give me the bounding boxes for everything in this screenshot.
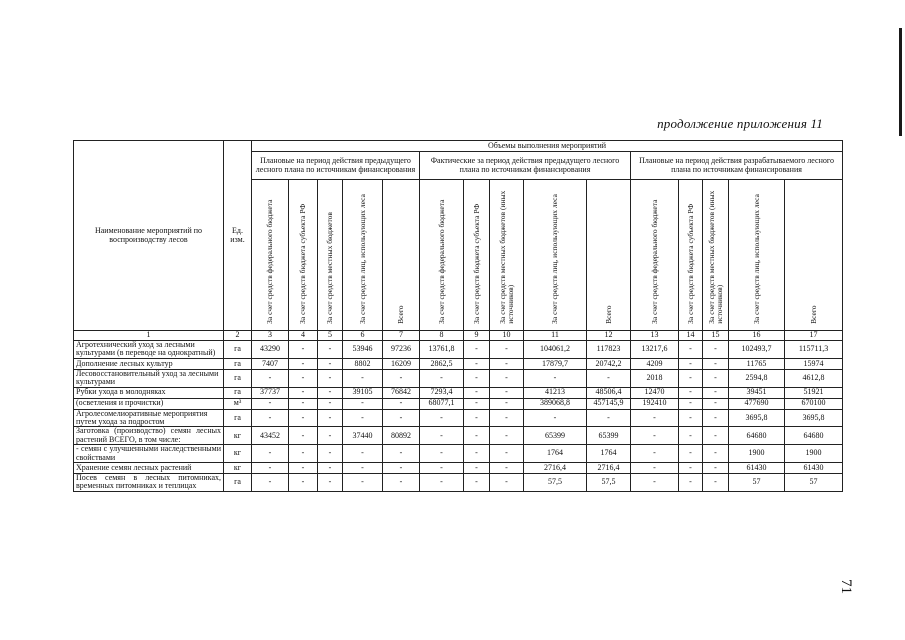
row-value: 39105 (343, 387, 383, 398)
subheader-plan-new-4 (729, 180, 785, 331)
row-value: 13217,6 (631, 341, 679, 359)
subheader-label: За счет средств местных бюджетов (325, 212, 335, 324)
row-value: - (464, 369, 490, 387)
row-value: 457145,9 (587, 398, 631, 409)
row-value: - (383, 445, 420, 463)
row-value: 7407 (252, 358, 289, 369)
subheader-label: За счет средств лиц, использующих леса (550, 194, 560, 324)
row-value: - (289, 369, 318, 387)
row-value: 68077,1 (420, 398, 464, 409)
row-unit: га (224, 358, 252, 369)
row-value: - (383, 473, 420, 491)
row-value: 57 (785, 473, 843, 491)
appendix-title: продолжение приложения 11 (657, 116, 823, 131)
row-name: Посев семян в лесных питомниках, временных питомниках и теплицах (74, 473, 224, 491)
column-number: 5 (318, 331, 343, 341)
row-unit: кг (224, 427, 252, 445)
row-name: - семян с улучшенными наследственными свойствами (74, 445, 224, 463)
row-value: - (289, 358, 318, 369)
row-value: 57,5 (587, 473, 631, 491)
row-value: - (703, 473, 729, 491)
row-value: 57 (729, 473, 785, 491)
header-volumes: Объемы выполнения мероприятий (252, 141, 843, 152)
row-value: 97236 (383, 341, 420, 359)
row-name: Агротехнический уход за лесными культурами (в переводе на однократный) (74, 341, 224, 359)
row-value: 3695,8 (729, 409, 785, 427)
row-value: - (631, 427, 679, 445)
row-value: - (252, 462, 289, 473)
row-value: - (703, 369, 729, 387)
row-value: 64680 (729, 427, 785, 445)
row-value: 57,5 (524, 473, 587, 491)
row-value: - (464, 341, 490, 359)
row-value: 41213 (524, 387, 587, 398)
row-value: 4209 (631, 358, 679, 369)
column-number: 1 (74, 331, 224, 341)
row-value: 104061,2 (524, 341, 587, 359)
row-value: 1764 (524, 445, 587, 463)
row-value: - (524, 409, 587, 427)
row-value: 12470 (631, 387, 679, 398)
subheader-label: За счет средств федерального бюджета (649, 199, 659, 324)
row-value: - (524, 369, 587, 387)
row-value: 80892 (383, 427, 420, 445)
row-value: 43290 (252, 341, 289, 359)
row-value: 2594,8 (729, 369, 785, 387)
subheader-label: За счет средств федерального бюджета (436, 199, 446, 324)
row-value: 65399 (524, 427, 587, 445)
row-value: - (631, 462, 679, 473)
subheader-plan-previous-4 (343, 180, 383, 331)
row-value: - (289, 341, 318, 359)
column-number: 6 (343, 331, 383, 341)
subheader-plan-previous-3 (318, 180, 343, 331)
row-value: 11765 (729, 358, 785, 369)
row-value: 61430 (785, 462, 843, 473)
row-value: - (289, 427, 318, 445)
row-value: - (420, 369, 464, 387)
subheader-label: За счет средств местных бюджетов (иных источников) (706, 190, 724, 324)
row-value: 2716,4 (524, 462, 587, 473)
subheader-actual-previous-4 (524, 180, 587, 331)
subheader-plan-previous-5 (383, 180, 420, 331)
row-value: - (464, 409, 490, 427)
column-number: 7 (383, 331, 420, 341)
row-value: 20742,2 (587, 358, 631, 369)
row-value: - (289, 445, 318, 463)
table-row (74, 409, 843, 427)
table-row (74, 358, 843, 369)
row-name: Агролесомелиоративные мероприятия путем ухода за подростом (74, 409, 224, 427)
row-value: - (464, 398, 490, 409)
row-value: - (318, 409, 343, 427)
column-number: 17 (785, 331, 843, 341)
row-value: - (464, 387, 490, 398)
row-value: - (703, 462, 729, 473)
subheader-actual-previous-2 (464, 180, 490, 331)
header-group-plan-new: Плановые на период действия разрабатываемого лесного плана по источникам финансирования (631, 152, 843, 180)
row-value: 13761,8 (420, 341, 464, 359)
row-unit: га (224, 473, 252, 491)
subheader-label: За счет средств местных бюджетов (иных источников) (497, 190, 515, 324)
row-value: 192410 (631, 398, 679, 409)
column-number: 13 (631, 331, 679, 341)
subheader-label: За счет средств бюджета субъекта РФ (298, 203, 308, 324)
row-value: - (420, 427, 464, 445)
subheader-actual-previous-1 (420, 180, 464, 331)
row-value: - (420, 409, 464, 427)
row-value: 8802 (343, 358, 383, 369)
row-name: (осветления и прочистки) (74, 398, 224, 409)
row-value: - (252, 409, 289, 427)
row-value: - (420, 462, 464, 473)
row-value: - (631, 445, 679, 463)
row-value: 389068,8 (524, 398, 587, 409)
row-value: - (289, 387, 318, 398)
row-value: - (464, 358, 490, 369)
subheader-label: За счет средств бюджета субъекта РФ (685, 203, 695, 324)
column-number: 9 (464, 331, 490, 341)
row-value: - (703, 358, 729, 369)
row-value: - (587, 369, 631, 387)
column-number: 16 (729, 331, 785, 341)
row-value: - (252, 473, 289, 491)
row-value: 670100 (785, 398, 843, 409)
subheader-actual-previous-3 (490, 180, 524, 331)
column-number: 15 (703, 331, 729, 341)
row-value: - (289, 473, 318, 491)
row-value: - (703, 341, 729, 359)
row-value: - (679, 462, 703, 473)
row-value: - (318, 445, 343, 463)
row-value: 53946 (343, 341, 383, 359)
row-value: 48506,4 (587, 387, 631, 398)
table-row (74, 398, 843, 409)
row-value: - (679, 341, 703, 359)
row-unit: га (224, 387, 252, 398)
table-row (74, 473, 843, 491)
row-value: 4612,8 (785, 369, 843, 387)
row-value: 37440 (343, 427, 383, 445)
subheader-plan-new-3 (703, 180, 729, 331)
row-value: 76842 (383, 387, 420, 398)
row-value: - (464, 445, 490, 463)
row-value: - (490, 341, 524, 359)
row-value: 2862,5 (420, 358, 464, 369)
column-number: 3 (252, 331, 289, 341)
row-value: - (383, 369, 420, 387)
row-value: 17879,7 (524, 358, 587, 369)
row-value: - (679, 409, 703, 427)
subheader-label: За счет средств бюджета субъекта РФ (471, 203, 481, 324)
row-value: 37737 (252, 387, 289, 398)
table-row (74, 462, 843, 473)
row-value: - (289, 462, 318, 473)
row-value: - (343, 369, 383, 387)
subheader-label: За счет средств лиц, использующих леса (357, 194, 367, 324)
page-edge-line (899, 28, 902, 136)
subheader-plan-new-2 (679, 180, 703, 331)
subheader-plan-previous-1 (252, 180, 289, 331)
row-value: 64680 (785, 427, 843, 445)
row-value: - (318, 341, 343, 359)
row-value: 65399 (587, 427, 631, 445)
row-value: 15974 (785, 358, 843, 369)
row-value: 117823 (587, 341, 631, 359)
row-value: - (343, 445, 383, 463)
row-value: - (490, 358, 524, 369)
row-value: - (703, 445, 729, 463)
row-name: Хранение семян лесных растений (74, 462, 224, 473)
row-value: 477690 (729, 398, 785, 409)
row-value: - (703, 409, 729, 427)
subheader-label: Всего (603, 305, 613, 324)
row-value: - (703, 427, 729, 445)
subheader-plan-new-5 (785, 180, 843, 331)
column-number: 10 (490, 331, 524, 341)
row-value: 43452 (252, 427, 289, 445)
row-value: - (490, 473, 524, 491)
row-value: - (318, 473, 343, 491)
row-value: 2716,4 (587, 462, 631, 473)
row-value: 115711,3 (785, 341, 843, 359)
row-unit: га (224, 341, 252, 359)
header-group-plan-previous: Плановые на период действия предыдущего лесного плана по источникам финансирования (252, 152, 420, 180)
row-value: - (490, 409, 524, 427)
subheader-label: Всего (808, 305, 818, 324)
column-number: 2 (224, 331, 252, 341)
row-value: - (490, 462, 524, 473)
row-value: - (490, 387, 524, 398)
row-value: - (318, 369, 343, 387)
row-value: - (318, 398, 343, 409)
subheader-plan-previous-2 (289, 180, 318, 331)
row-value: - (343, 473, 383, 491)
row-value: 1900 (729, 445, 785, 463)
row-value: - (343, 409, 383, 427)
row-unit: га (224, 409, 252, 427)
row-value: - (631, 473, 679, 491)
header-name: Наименование мероприятий по воспроизводству лесов (74, 141, 224, 331)
row-value: - (420, 473, 464, 491)
row-value: - (343, 462, 383, 473)
column-number: 4 (289, 331, 318, 341)
row-value: 16209 (383, 358, 420, 369)
row-value: 51921 (785, 387, 843, 398)
row-value: - (289, 398, 318, 409)
row-value: - (679, 473, 703, 491)
table-row (74, 445, 843, 463)
row-value: - (464, 473, 490, 491)
row-value: - (383, 398, 420, 409)
subheader-plan-new-1 (631, 180, 679, 331)
reforestation-table (73, 140, 843, 492)
row-value: - (252, 445, 289, 463)
row-value: - (679, 358, 703, 369)
header-unit: Ед. изм. (224, 141, 252, 331)
row-value: 3695,8 (785, 409, 843, 427)
row-value: - (587, 409, 631, 427)
column-number: 14 (679, 331, 703, 341)
row-value: - (383, 462, 420, 473)
row-value: - (679, 387, 703, 398)
column-number: 12 (587, 331, 631, 341)
subheader-label: За счет средств федерального бюджета (265, 199, 275, 324)
subheader-label: Всего (396, 305, 406, 324)
row-value: - (679, 445, 703, 463)
row-name: Рубки ухода в молодняках (74, 387, 224, 398)
row-value: - (490, 445, 524, 463)
table-row (74, 387, 843, 398)
row-value: - (252, 398, 289, 409)
subheader-actual-previous-5 (587, 180, 631, 331)
row-value: 1900 (785, 445, 843, 463)
row-value: - (318, 427, 343, 445)
table-row (74, 369, 843, 387)
row-value: - (679, 369, 703, 387)
column-number: 11 (524, 331, 587, 341)
row-value: - (383, 409, 420, 427)
row-value: - (318, 462, 343, 473)
row-name: Дополнение лесных культур (74, 358, 224, 369)
row-unit: кг (224, 445, 252, 463)
row-unit: м³ (224, 398, 252, 409)
row-value: - (703, 387, 729, 398)
row-value: 1764 (587, 445, 631, 463)
row-value: - (490, 398, 524, 409)
row-unit: га (224, 369, 252, 387)
row-value: - (490, 369, 524, 387)
row-value: - (679, 427, 703, 445)
row-value: - (490, 427, 524, 445)
row-value: - (318, 358, 343, 369)
row-value: - (464, 462, 490, 473)
row-value: - (420, 445, 464, 463)
row-value: - (289, 409, 318, 427)
row-value: 39451 (729, 387, 785, 398)
table-row (74, 427, 843, 445)
row-value: - (343, 398, 383, 409)
row-value: 61430 (729, 462, 785, 473)
page-number: 71 (838, 579, 854, 594)
row-value: - (252, 369, 289, 387)
row-name: Лесовосстановительный уход за лесными культурами (74, 369, 224, 387)
row-value: - (631, 409, 679, 427)
row-value: 2018 (631, 369, 679, 387)
row-value: 7293,4 (420, 387, 464, 398)
column-number: 8 (420, 331, 464, 341)
subheader-label: За счет средств лиц, использующих леса (751, 194, 761, 324)
row-value: 102493,7 (729, 341, 785, 359)
header-group-actual-previous: Фактические за период действия предыдущего лесного плана по источникам финансирования (420, 152, 631, 180)
row-value: - (318, 387, 343, 398)
table-row (74, 341, 843, 359)
row-value: - (464, 427, 490, 445)
row-value: - (703, 398, 729, 409)
row-value: - (679, 398, 703, 409)
row-unit: кг (224, 462, 252, 473)
row-name: Заготовка (производство) семян лесных растений ВСЕГО, в том числе: (74, 427, 224, 445)
